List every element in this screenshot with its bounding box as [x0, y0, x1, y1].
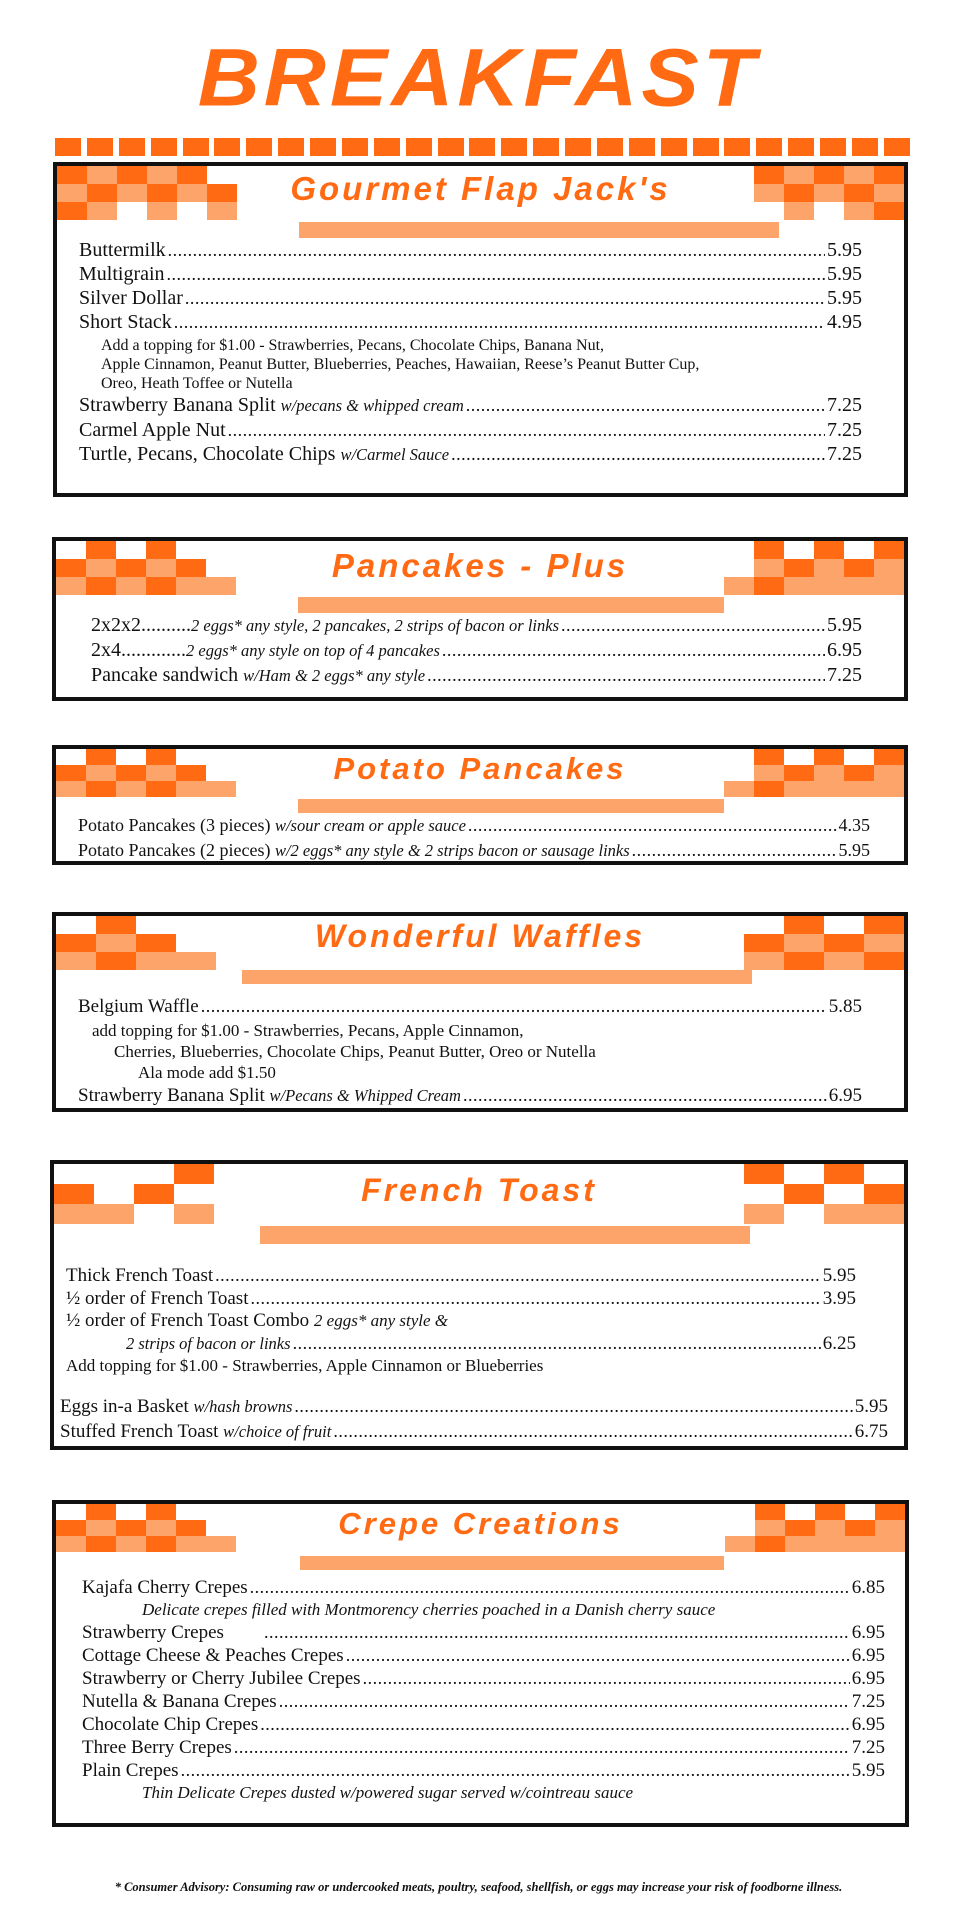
title-underline-band [260, 1226, 750, 1244]
menu-item: Short Stack ..... 4.95 [79, 310, 862, 334]
section-crepes [52, 1500, 909, 1827]
menu-item: Strawberry Banana Split w/pecans & whipped cream ..... 7.25 [79, 393, 862, 418]
section-waffles [52, 912, 908, 1112]
section-potato-pancakes [52, 745, 908, 865]
top-checker-strip [55, 138, 910, 156]
menu-item: Three Berry Crepes ..... 7.25 [82, 1736, 885, 1759]
menu-item: Pancake sandwich w/Ham & 2 eggs* any style ..... 7.25 [91, 663, 862, 688]
title-underline-band [298, 597, 724, 613]
section-title: Potato Pancakes [333, 751, 627, 786]
consumer-advisory: * Consumer Advisory: Consuming raw or undercooked meats, poultry, seafood, shellfish, or eggs may increase your risk of foodborne illness. [114, 1880, 843, 1894]
section-title: French Toast [361, 1172, 597, 1208]
page-title: BREAKFAST [197, 32, 760, 124]
menu-item: Strawberry or Cherry Jubilee Crepes ..... 6.95 [82, 1667, 885, 1690]
item-description: Delicate crepes filled with Montmorency cherries poached in a Danish cherry sauce [142, 1600, 716, 1619]
menu-item: Potato Pancakes (3 pieces) w/sour cream or apple sauce ..... 4.35 [78, 813, 870, 838]
menu-item: Carmel Apple Nut ..... 7.25 [79, 418, 862, 442]
section-title: Wonderful Waffles [314, 918, 646, 954]
section-title: Pancakes - Plus [331, 547, 629, 584]
title-underline-band [298, 799, 724, 813]
menu-item: Thick French Toast ..... 5.95 [66, 1264, 856, 1287]
menu-item: Belgium Waffle ..... 5.85 [78, 994, 862, 1019]
menu-item: ½ order of French Toast Combo 2 eggs* any style & [66, 1310, 449, 1331]
section-footer-note: Thin Delicate Crepes dusted w/powered sugar served w/cointreau sauce [142, 1783, 634, 1802]
menu-item: Cottage Cheese & Peaches Crepes ..... 6.95 [82, 1644, 885, 1667]
menu-item: Buttermilk ..... 5.95 [79, 238, 862, 262]
menu-item: Multigrain ..... 5.95 [79, 262, 862, 286]
section-french-toast [50, 1160, 908, 1450]
menu-item: Stuffed French Toast w/choice of fruit ..... 6.75 [60, 1419, 888, 1444]
menu-item: Plain Crepes ..... 5.95 [82, 1759, 885, 1782]
menu-item: Potato Pancakes (2 pieces) w/2 eggs* any style & 2 strips bacon or sausage links ..... 5.95 [78, 838, 870, 863]
menu-item: Kajafa Cherry Crepes ..... 6.85 [82, 1576, 885, 1599]
menu-item: Strawberry Crepes ..... 6.95 [82, 1621, 885, 1644]
menu-item: Silver Dollar ..... 5.95 [79, 286, 862, 310]
menu-item: 2x2x2.......... 2 eggs* any style, 2 pancakes, 2 strips of bacon or links ..... 5.95 [91, 613, 862, 638]
title-underline-band [242, 970, 752, 984]
section-title: Crepe Creations [338, 1506, 623, 1541]
menu-item: Nutella & Banana Crepes ..... 7.25 [82, 1690, 885, 1713]
menu-item: ½ order of French Toast ..... 3.95 [66, 1287, 856, 1310]
topping-note: add topping for $1.00 - Strawberries, Pecans, Apple Cinnamon, Cherries, Blueberries, Chocolate Chips, Peanut Butter, Oreo or Nutella Ala mode add $1.50 [92, 1021, 596, 1082]
section-flapjacks [53, 162, 908, 497]
title-underline-band [299, 222, 779, 238]
topping-note: Add a topping for $1.00 - Strawberries, Pecans, Chocolate Chips, Banana Nut, Apple Cinnamon, Peanut Butter, Blueberries, Peaches, Hawaiian, Reese’s Peanut Butter Cup, Oreo, Heath Toffee or Nutella [101, 337, 700, 392]
topping-note: Add topping for $1.00 - Strawberries, Apple Cinnamon or Blueberries [66, 1356, 544, 1375]
menu-item: Eggs in-a Basket w/hash browns ..... 5.95 [60, 1394, 888, 1419]
menu-item: Turtle, Pecans, Chocolate Chips w/Carmel Sauce ..... 7.25 [79, 442, 862, 467]
menu-item: 2x4............. 2 eggs* any style on top of 4 pancakes ..... 6.95 [91, 638, 862, 663]
menu-item: Strawberry Banana Split w/Pecans & Whipped Cream ..... 6.95 [78, 1083, 862, 1108]
menu-item-combo-line2: 2 strips of bacon or links ..... 6.25 [66, 1332, 856, 1355]
menu-item: Chocolate Chip Crepes ..... 6.95 [82, 1713, 885, 1736]
section-pancakes-plus [52, 537, 908, 701]
section-title: Gourmet Flap Jack's [290, 170, 671, 207]
title-underline-band [300, 1556, 724, 1570]
